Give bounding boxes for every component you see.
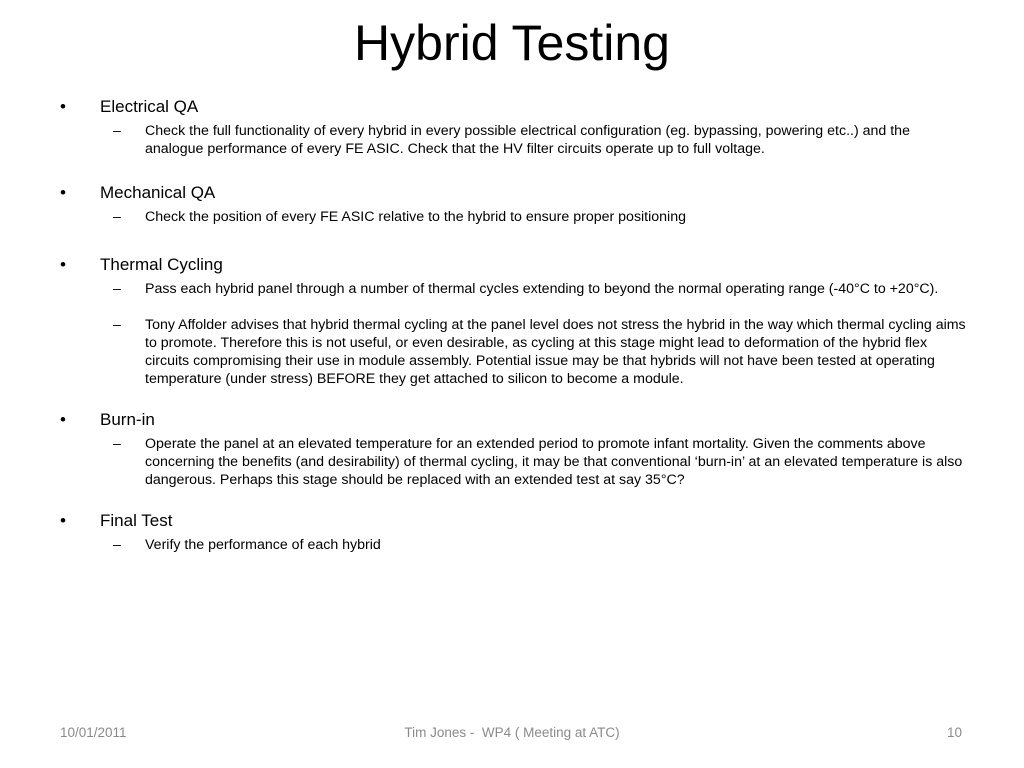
sub-bullet xyxy=(113,122,970,158)
sub-bullet xyxy=(113,536,970,554)
sub-bullet-text: Verify the performance of each hybrid xyxy=(145,537,381,553)
sub-bullet-text: Pass each hybrid panel through a number of thermal cycles extending to beyond the normal operating range (-40°C to +20°C). xyxy=(145,281,939,297)
bullet-thermal-cycling xyxy=(60,254,970,388)
bullet-heading: Burn-in xyxy=(100,410,155,429)
footer-page-number: 10 xyxy=(946,725,962,740)
bullet-final-test xyxy=(60,510,970,554)
slide-body xyxy=(60,96,970,554)
bullet-heading: Final Test xyxy=(100,511,173,530)
sub-bullet xyxy=(113,435,970,489)
bullet-point-icon: • xyxy=(60,97,66,116)
bullet-point-icon: • xyxy=(60,255,66,274)
sub-bullet-text: Check the position of every FE ASIC relative to the hybrid to ensure proper positioning xyxy=(145,209,686,225)
footer-date: 10/01/2011 xyxy=(60,725,127,740)
dash-icon: – xyxy=(113,281,121,297)
bullet-burn-in xyxy=(60,409,970,489)
sub-bullet-text: Check the full functionality of every hybrid in every possible electrical configuration (eg. bypassing, powering etc..) and the analogue performance of every FE ASIC. Check that the HV filter circuits operate up to full voltage. xyxy=(145,123,910,157)
bullet-heading: Mechanical QA xyxy=(100,183,216,202)
sub-bullet xyxy=(113,208,970,226)
bullet-point-icon: • xyxy=(60,511,66,530)
dash-icon: – xyxy=(113,537,121,553)
dash-icon: – xyxy=(113,209,121,225)
dash-icon: – xyxy=(113,123,121,139)
slide-title: Hybrid Testing xyxy=(354,15,670,71)
bullet-point-icon: • xyxy=(60,183,66,202)
sub-bullet xyxy=(113,280,970,298)
footer-presenter: Tim Jones - WP4 ( Meeting at ATC) xyxy=(404,725,620,740)
sub-bullet xyxy=(113,316,970,388)
dash-icon: – xyxy=(113,317,121,333)
sub-bullet-text: Tony Affolder advises that hybrid thermal cycling at the panel level does not stress the hybrid in the way which thermal cycling aims to promote. Therefore this is not useful, or even desirable, as cycling at this stage might lead to deformation of the hybrid flex circuits compromising their use in module assembly. Potential issue may be that hybrids will not have been tested at operating temperature (under stress) BEFORE they get attached to silicon to become a module. xyxy=(145,317,966,387)
bullet-heading: Thermal Cycling xyxy=(100,255,223,274)
dash-icon: – xyxy=(113,436,121,452)
bullet-heading: Electrical QA xyxy=(100,97,199,116)
sub-bullet-text: Operate the panel at an elevated temperature for an extended period to promote infant mortality. Given the comments above concerning the benefits (and desirability) of thermal cycling, it may be that conventional ‘burn-in’ at an elevated temperature is also dangerous. Perhaps this stage should be replaced with an extended test at say 35°C? xyxy=(145,436,963,488)
bullet-point-icon: • xyxy=(60,410,66,429)
bullet-electrical-qa xyxy=(60,96,970,158)
bullet-mechanical-qa xyxy=(60,182,970,226)
